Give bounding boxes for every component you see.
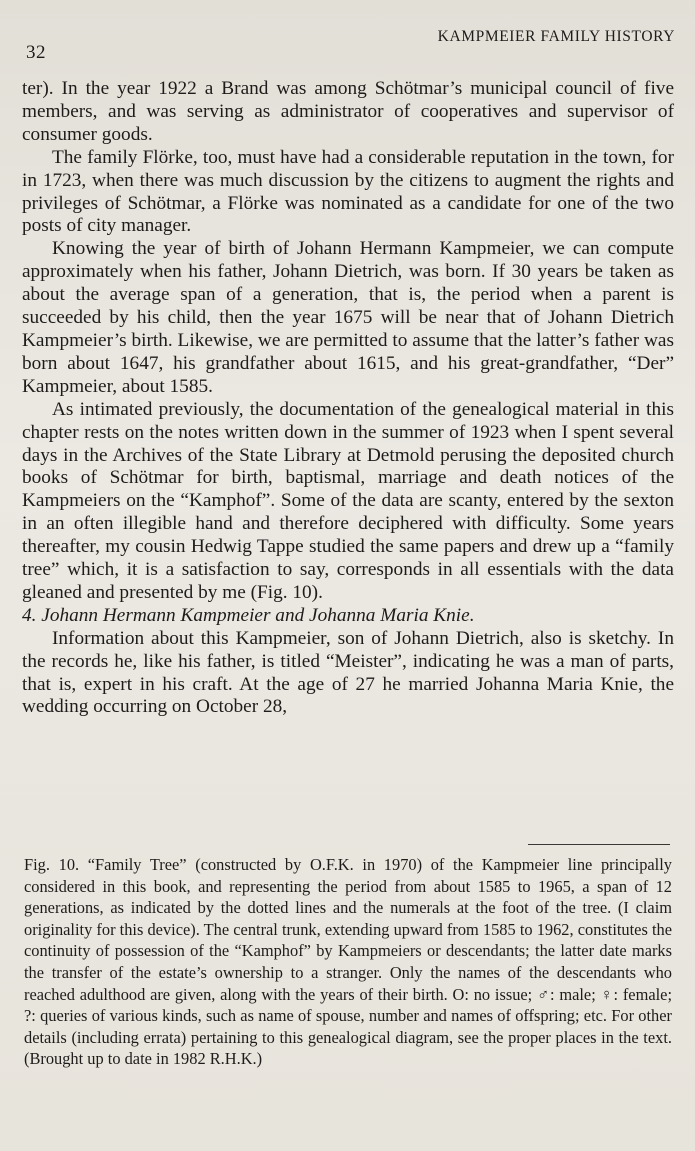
paragraph-continuation: ter). In the year 1922 a Brand was among Schötmar’s municipal council of five members, and was serving as administrator of cooperatives and supervisor of consumer goods. (22, 78, 674, 145)
figure-caption-text: Fig. 10. “Family Tree” (constructed by O.F.K. in 1970) of the Kampmeier line principally considered in this book, and representing the period from about 1585 to 1965, a span of 12 generations, as indicated by the dotted lines and the numerals at the foot of the tree. (I claim originality for this device). The central trunk, extending upward from 1585 to 1962, constitutes the continuity of possession of the “Kamphof” by Kampmeiers or descendants; the latter date marks the transfer of the estate’s ownership to a stranger. Only the names of the descendants who reached adulthood are given, along with the years of their birth. O: no issue; ♂: male; ♀: female; ?: queries of various kinds, such as name of spouse, number and names of offspring; etc. For other details (including errata) pertaining to this genealogical diagram, see the proper places in the text. (Brought up to date in 1982 R.H.K.) (24, 855, 672, 1069)
section-heading: 4. Johann Hermann Kampmeier and Johanna Maria Knie. (22, 604, 475, 626)
paragraph-florke: The family Flörke, too, must have had a considerable reputation in the town, for in 1723, when there was much discussion by the citizens to augment the rights and privileges of Schötmar, a Flörke was nominated as a candidate for one of the two posts of city manager. (22, 146, 674, 237)
page-number: 32 (26, 42, 46, 63)
footnote-rule (528, 844, 670, 845)
figure-caption (24, 854, 672, 1070)
paragraph-birth-year: Knowing the year of birth of Johann Hermann Kampmeier, we can compute approximately when his father, Johann Dietrich, was born. If 30 years be taken as about the average span of a generation, that is, the period when a parent is succeeded by his child, then the year 1675 will be near that of Johann Dietrich Kampmeier’s birth. Likewise, we are permitted to assume that the latter’s father was born about 1647, his grandfather about 1615, and his great-grandfather, “Der” Kampmeier, about 1585. (22, 238, 674, 397)
body-text (22, 78, 674, 719)
running-head: KAMPMEIER FAMILY HISTORY (437, 28, 675, 45)
paragraph-documentation: As intimated previously, the documentation of the genealogical material in this chapter rests on the notes written down in the summer of 1923 when I spent several days in the Archives of the State Library at Detmold perusing the deposited church books of Schötmar for birth, baptismal, marriage and death notices of the Kampmeiers on the “Kamphof”. Some of the data are scanty, entered by the sexton in an often illegible hand and therefore deciphered with difficulty. Some years thereafter, my cousin Hedwig Tappe studied the same papers and drew up a “family tree” which, it is a satisfaction to say, corresponds in all essentials with the data gleaned and presented by me (Fig. 10). (22, 398, 674, 603)
paragraph-johann-hermann: Information about this Kampmeier, son of Johann Dietrich, also is sketchy. In the records he, like his father, is titled “Meister”, indicating he was a man of parts, that is, expert in his craft. At the age of 27 he married Johanna Maria Knie, the wedding occurring on October 28, (22, 627, 674, 718)
